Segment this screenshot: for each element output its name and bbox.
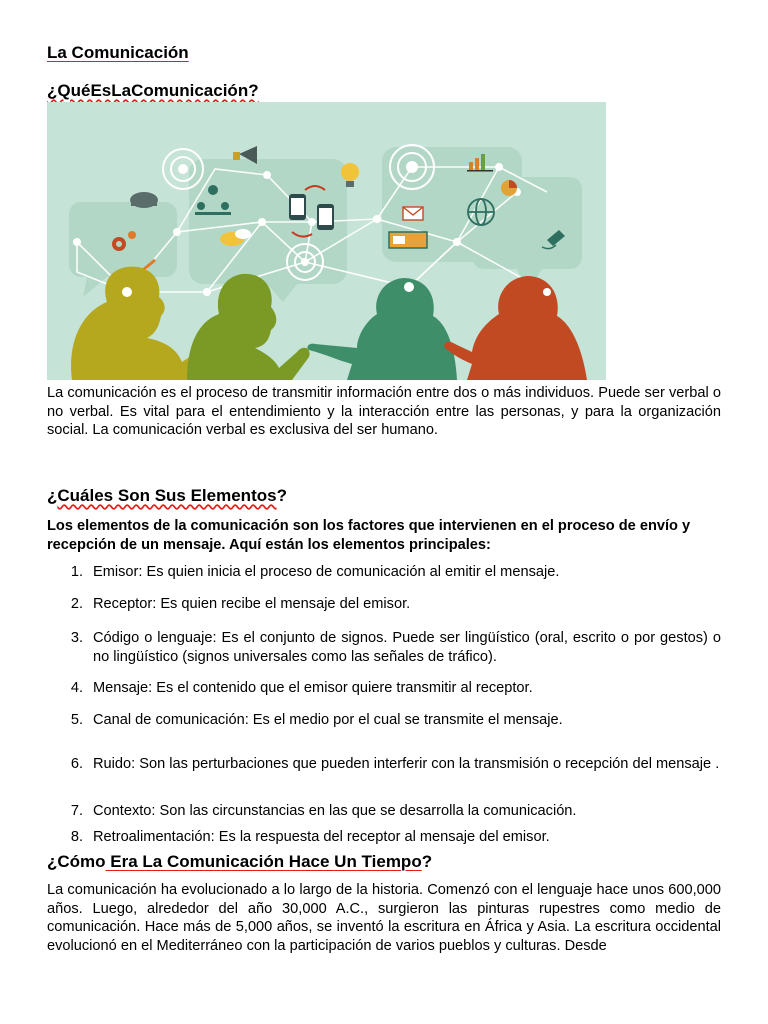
list-item-number: 7. (70, 803, 83, 819)
list-item-text: Mensaje: Es el contenido que el emisor quiere transmitir al receptor. (93, 680, 533, 696)
list-item-text: Ruido: Son las perturbaciones que pueden interferir con la transmisión o recepción del mensaje . (93, 756, 720, 772)
list-item-number: 1. (70, 564, 83, 580)
cloud-icon (130, 192, 158, 208)
pie-chart-icon (501, 180, 517, 196)
intro-paragraph: La comunicación es el proceso de transmitir información entre dos o más individuos. Puede ser verbal o no verbal. Es vital para el entendimiento y la interacción entre las personas, y para la organización social. La comunicación verbal es exclusiva del ser humano. (47, 385, 721, 439)
list-item-number: 8. (70, 829, 83, 845)
list-item-text: Retroalimentación: Es la respuesta del receptor al mensaje del emisor. (93, 829, 550, 845)
heading-historia-core: Era La Comunicación Hace Un Tiempo (105, 852, 422, 871)
envelope-icon (403, 207, 423, 220)
elements-intro: Los elementos de la comunicación son los factores que intervienen en el proceso de envío y recepción de un mensaje. Aquí están los elementos principales: (47, 518, 691, 553)
list-item-number: 2. (70, 596, 83, 612)
heading-historia-suffix: ? (421, 852, 433, 871)
person-4 (444, 276, 587, 380)
list-item-number: 5. (70, 712, 83, 728)
heading-elementos-suffix: ? (276, 486, 287, 505)
page-title: La Comunicación (47, 43, 189, 62)
person-3 (307, 278, 457, 380)
list-item-text: Receptor: Es quien recibe el mensaje del emisor. (93, 596, 411, 612)
list-item-number: 6. (70, 756, 83, 772)
heading-elementos-prefix: ¿ (47, 486, 58, 505)
heading-elementos-core: Cuáles Son Sus Elementos (57, 486, 277, 505)
list-item-text: Canal de comunicación: Es el medio por el cual se transmite el mensaje. (93, 712, 563, 728)
heading-historia (47, 852, 432, 872)
list-item-text: Contexto: Son las circunstancias en las que se desarrolla la comunicación. (93, 803, 577, 819)
id-card-icon (389, 232, 427, 248)
heading-que-es: ¿QuéEsLaComunicación? (47, 81, 259, 100)
communication-illustration (47, 102, 606, 380)
list-item-number: 3. (70, 630, 83, 646)
list-item-text: Código o lenguaje: Es el conjunto de signos. Puede ser lingüístico (oral, escrito o por gestos) o no lingüístico (signos universales como las señales de tráfico). (93, 630, 721, 665)
list-item-text: Emisor: Es quien inicia el proceso de comunicación al emitir el mensaje. (93, 564, 560, 580)
list-item-number: 4. (70, 680, 83, 696)
heading-historia-prefix: ¿Cómo (47, 852, 106, 871)
history-paragraph: La comunicación ha evolucionado a lo largo de la historia. Comenzó con el lenguaje hace unos 600,000 años. Luego, alrededor del año 30,000 A.C., surgieron las pinturas rupestres como medio de comunicación. Hace más de 5,000 años, se inventó la escritura en África y Asia. La escritura occidental evolucionó en el Mediterráneo con la participación de varios pueblos y culturas. Desde (47, 882, 721, 954)
heading-elementos (47, 486, 287, 506)
